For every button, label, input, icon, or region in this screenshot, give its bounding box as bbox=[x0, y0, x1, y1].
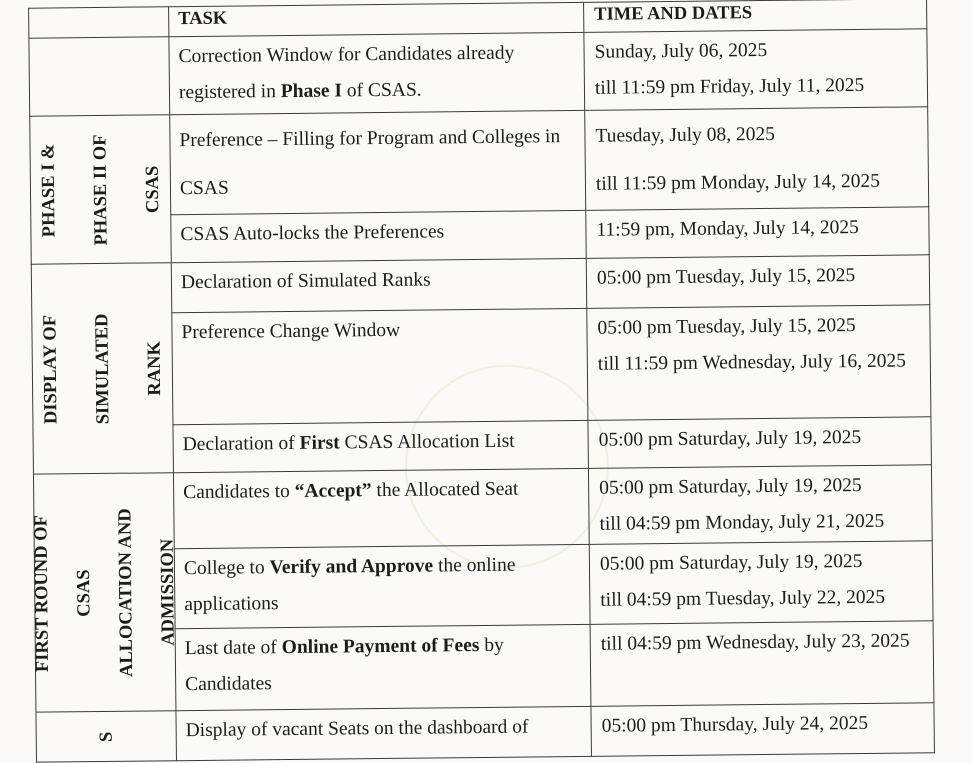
phase-label-line: SIMULATED bbox=[91, 313, 113, 424]
phase-label-line: CSAS bbox=[73, 568, 94, 617]
task-cell bbox=[175, 624, 591, 710]
date-line: 05:00 pm Tuesday, July 15, 2025 bbox=[596, 265, 856, 289]
task-text-bold: Online Payment of Fees bbox=[281, 635, 480, 659]
task-text: Last date of bbox=[184, 637, 282, 660]
dates-cell bbox=[588, 465, 932, 545]
task-text-bold: Phase I bbox=[280, 80, 343, 103]
task-text: Candidates to bbox=[183, 480, 295, 504]
task-text: the online applications bbox=[184, 554, 516, 616]
task-text: by Candidates bbox=[185, 634, 504, 696]
table-row bbox=[36, 703, 934, 762]
task-text: CSAS Allocation List bbox=[339, 430, 515, 454]
task-text: Preference Change Window bbox=[181, 319, 401, 344]
phase-label-line: CSAS bbox=[142, 165, 163, 213]
date-line: till 04:59 pm Wednesday, July 23, 2025 bbox=[600, 630, 910, 655]
phase-label-line: ALLOCATION AND bbox=[114, 507, 137, 677]
dates-cell bbox=[587, 305, 931, 421]
task-text-bold: “Accept” bbox=[294, 480, 372, 502]
task-cell bbox=[169, 32, 585, 114]
task-cell bbox=[171, 210, 586, 262]
date-line: 11:59 pm, Monday, July 14, 2025 bbox=[596, 217, 859, 241]
task-text: of CSAS. bbox=[341, 79, 422, 102]
dates-cell bbox=[586, 255, 930, 309]
date-line: Tuesday, July 08, 2025 bbox=[595, 123, 776, 147]
phase-cell-empty bbox=[29, 37, 170, 116]
task-cell bbox=[174, 544, 590, 628]
date-line: 05:00 pm Tuesday, July 15, 2025 bbox=[597, 315, 856, 339]
phase-label-line: DISPLAY OF bbox=[39, 314, 61, 424]
dates-cell bbox=[588, 417, 931, 469]
table-row bbox=[33, 465, 932, 550]
date-line: till 11:59 pm Wednesday, July 16, 2025 bbox=[597, 350, 907, 375]
phase-label-1 bbox=[30, 115, 172, 264]
task-cell bbox=[176, 706, 592, 760]
task-text: Declaration of bbox=[182, 432, 300, 456]
task-cell bbox=[172, 308, 588, 424]
phase-label-line: ADMISSION bbox=[157, 538, 179, 646]
date-line: 05:00 pm Saturday, July 19, 2025 bbox=[599, 475, 862, 499]
header-dates: TIME AND DATES bbox=[584, 0, 927, 32]
dates-cell bbox=[591, 703, 935, 757]
dates-cell bbox=[584, 29, 928, 111]
date-line: 05:00 pm Thursday, July 24, 2025 bbox=[601, 712, 869, 737]
schedule-table bbox=[28, 0, 935, 763]
phase-label-line: FIRST ROUND OF bbox=[30, 514, 53, 672]
dates-cell bbox=[585, 107, 929, 211]
table-row bbox=[29, 29, 928, 116]
task-cell bbox=[171, 258, 587, 312]
header-task: TASK bbox=[169, 2, 584, 36]
header-phase bbox=[29, 7, 169, 38]
task-text: Correction Window for Candidates already registered in bbox=[178, 42, 515, 104]
date-line: till 04:59 pm Monday, July 21, 2025 bbox=[599, 510, 885, 535]
date-line: till 11:59 pm Friday, July 11, 2025 bbox=[594, 74, 865, 99]
task-text: College to bbox=[183, 557, 270, 580]
phase-label-4 bbox=[36, 711, 177, 762]
phase-label-line: RANK bbox=[144, 340, 165, 396]
dates-cell bbox=[586, 207, 929, 259]
task-text: Display of vacant Seats on the dashboard of bbox=[185, 716, 529, 742]
date-line: till 04:59 pm Tuesday, July 22, 2025 bbox=[600, 586, 886, 611]
phase-label-3 bbox=[30, 473, 179, 712]
task-cell bbox=[173, 420, 588, 472]
phase-label-2 bbox=[31, 263, 173, 474]
task-text: Declaration of Simulated Ranks bbox=[180, 269, 431, 294]
table-row bbox=[30, 107, 929, 216]
phase-label-line: PHASE I & bbox=[38, 143, 59, 237]
task-text-bold: Verify and Approve bbox=[269, 555, 434, 579]
dates-cell bbox=[589, 541, 933, 625]
date-line: 05:00 pm Saturday, July 19, 2025 bbox=[598, 427, 862, 451]
phase-label-line: PHASE II OF bbox=[89, 133, 112, 246]
date-line: Sunday, July 06, 2025 bbox=[594, 39, 768, 63]
task-text: Preference – Filling for Program and Colleges in CSAS bbox=[179, 126, 561, 200]
task-cell bbox=[170, 110, 586, 214]
task-text-bold: First bbox=[299, 432, 340, 454]
phase-label-line: S bbox=[96, 731, 117, 742]
date-line: till 11:59 pm Monday, July 14, 2025 bbox=[595, 170, 881, 195]
task-text: CSAS Auto-locks the Preferences bbox=[180, 221, 445, 246]
task-cell bbox=[173, 468, 589, 548]
dates-cell bbox=[590, 621, 934, 707]
task-text: the Allocated Seat bbox=[371, 478, 519, 502]
date-line: 05:00 pm Saturday, July 19, 2025 bbox=[599, 550, 863, 575]
